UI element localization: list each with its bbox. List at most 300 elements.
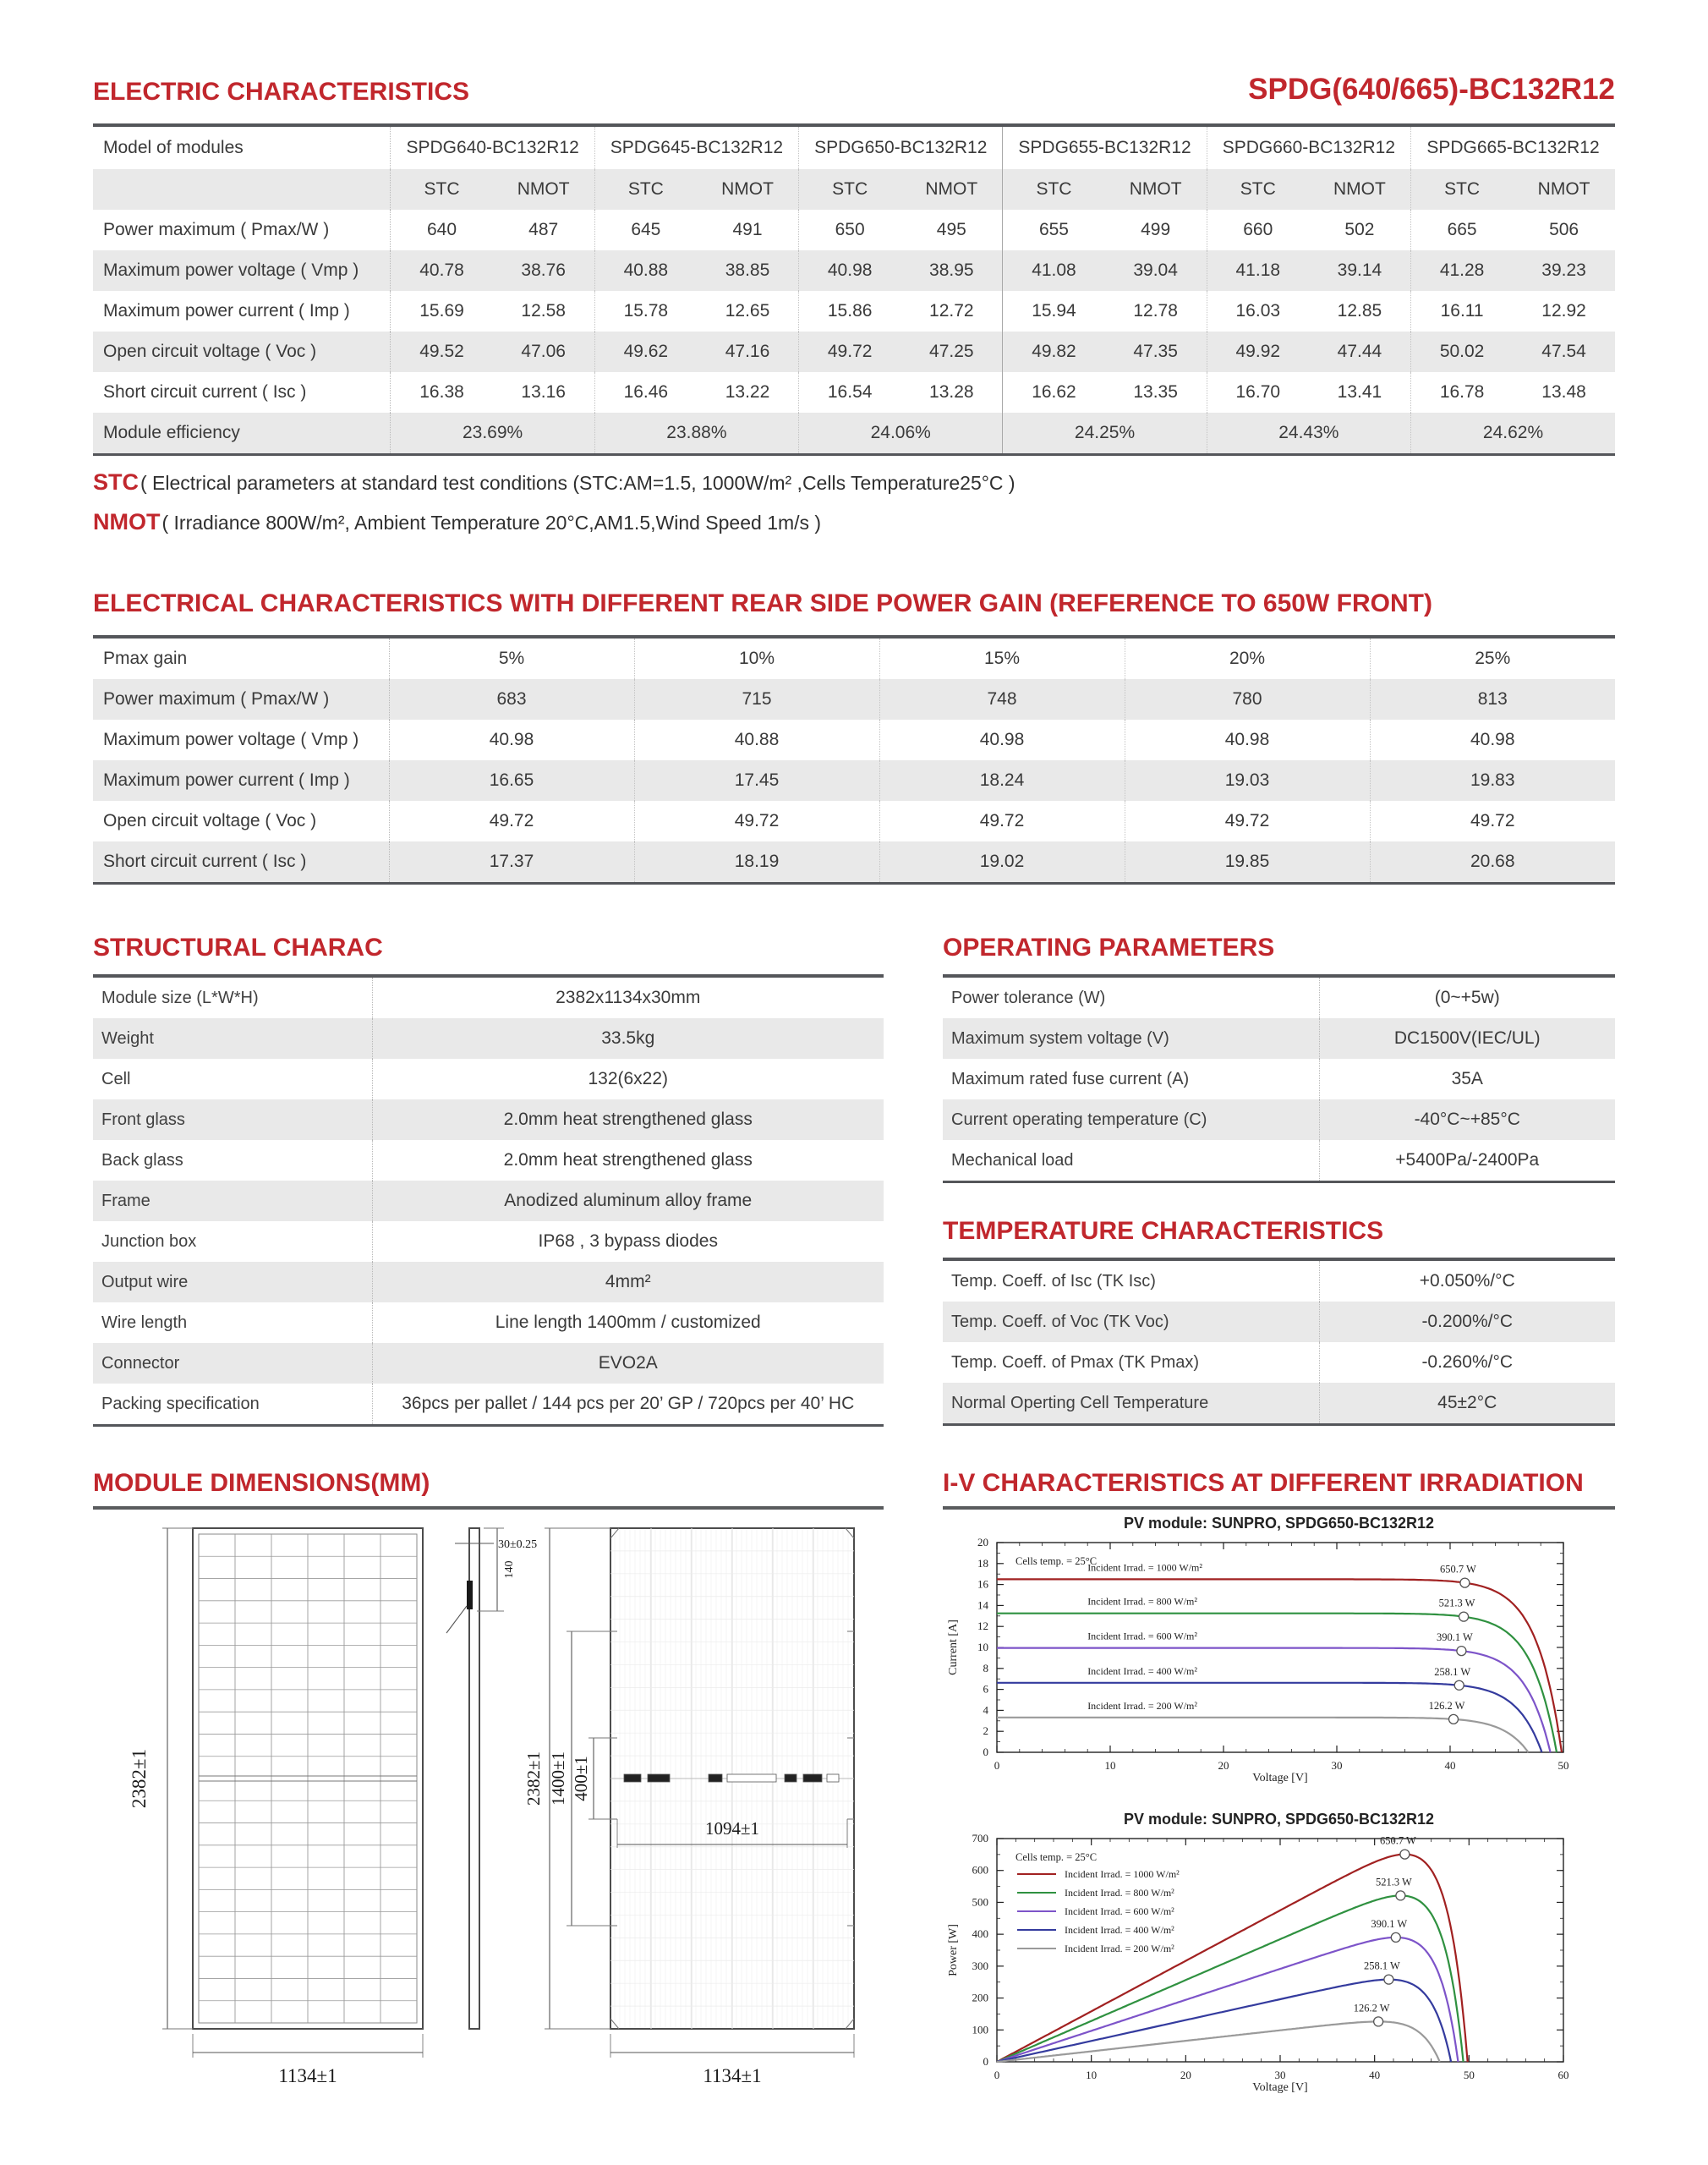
section-title-operating: OPERATING PARAMETERS bbox=[943, 934, 1275, 962]
spec-label: Temp. Coeff. of Pmax (TK Pmax) bbox=[943, 1342, 1319, 1383]
value-cell: 38.85 bbox=[725, 260, 770, 280]
series-line bbox=[997, 1648, 1551, 1752]
mpp-marker bbox=[1449, 1714, 1459, 1724]
value-cell: 15.78 bbox=[594, 291, 697, 332]
spec-row bbox=[93, 1262, 884, 1302]
svg-text:Incident Irrad. = 800 W/m²: Incident Irrad. = 800 W/m² bbox=[1065, 1887, 1174, 1899]
stc-term: STC bbox=[93, 469, 139, 495]
connector-mark bbox=[624, 1774, 641, 1782]
junction-boxes-and-connectors bbox=[624, 1774, 839, 1782]
spec-row bbox=[943, 1059, 1615, 1099]
svg-text:258.1 W: 258.1 W bbox=[1434, 1665, 1471, 1678]
value-cell: 19.02 bbox=[879, 841, 1125, 884]
spec-label: Temp. Coeff. of Voc (TK Voc) bbox=[943, 1302, 1319, 1342]
svg-text:Incident Irrad. = 200 W/m²: Incident Irrad. = 200 W/m² bbox=[1065, 1943, 1174, 1954]
spec-row bbox=[943, 1099, 1615, 1140]
spec-label: Wire length bbox=[93, 1302, 372, 1343]
value-cell: 41.18 bbox=[1207, 250, 1309, 291]
value-cell: 487 bbox=[528, 220, 559, 239]
svg-text:Cells temp. = 25°C: Cells temp. = 25°C bbox=[1015, 1851, 1098, 1863]
value-cell: 12.92 bbox=[1541, 301, 1586, 321]
value-cell: 655 bbox=[1003, 210, 1105, 250]
svg-text:126.2 W: 126.2 W bbox=[1353, 2002, 1390, 2014]
row-label: Short circuit current ( Isc ) bbox=[93, 372, 391, 413]
table-row bbox=[93, 679, 1615, 720]
svg-text:10: 10 bbox=[1086, 2069, 1098, 2081]
page-model-title: SPDG(640/665)-BC132R12 bbox=[1248, 73, 1615, 106]
spec-row bbox=[93, 1140, 884, 1181]
value-cell: 13.28 bbox=[929, 382, 974, 402]
spec-row bbox=[93, 1181, 884, 1221]
value-cell: 15.94 bbox=[1003, 291, 1105, 332]
value-cell: 47.25 bbox=[929, 342, 974, 361]
connector-mark bbox=[709, 1774, 722, 1782]
spec-value: EVO2A bbox=[598, 1353, 658, 1373]
dim-side-box: 140 bbox=[503, 1560, 516, 1579]
table-row bbox=[93, 332, 1615, 372]
value-cell: 49.72 bbox=[799, 332, 901, 372]
nmot-note bbox=[93, 506, 1615, 542]
spec-row bbox=[943, 1140, 1615, 1182]
value-cell: 650 bbox=[799, 210, 901, 250]
subheader-cell: STC bbox=[1003, 169, 1105, 210]
section-title-electric: ELECTRIC CHARACTERISTICS bbox=[93, 78, 470, 106]
value-cell: 20% bbox=[1125, 637, 1370, 679]
operating-parameters-table bbox=[943, 974, 1615, 1183]
svg-text:60: 60 bbox=[1557, 2069, 1569, 2081]
value-cell: 25% bbox=[1370, 637, 1615, 679]
value-cell: 47.35 bbox=[1133, 342, 1178, 361]
dim-rear-box-span: 1400±1 bbox=[548, 1751, 568, 1806]
svg-text:300: 300 bbox=[972, 1959, 988, 1972]
svg-text:30: 30 bbox=[1274, 2069, 1286, 2081]
row-label: Maximum power current ( Imp ) bbox=[93, 760, 389, 801]
value-cell: 16.65 bbox=[489, 770, 534, 790]
iv-curve-chart bbox=[943, 1534, 1585, 1788]
svg-text:0: 0 bbox=[983, 2055, 988, 2068]
value-cell: 665 bbox=[1411, 210, 1514, 250]
electric-model-row bbox=[93, 125, 1615, 169]
specs-row bbox=[93, 934, 1615, 1427]
spec-label: Mechanical load bbox=[943, 1140, 1319, 1182]
value-cell: 12.72 bbox=[929, 301, 974, 321]
spec-value: -0.260%/°C bbox=[1421, 1352, 1514, 1372]
structural-column bbox=[93, 934, 884, 1427]
svg-text:30: 30 bbox=[1331, 1759, 1343, 1772]
electric-subheader-row bbox=[93, 169, 1615, 210]
row-label: Open circuit voltage ( Voc ) bbox=[93, 801, 389, 841]
svg-text:Incident Irrad. = 800 W/m²: Incident Irrad. = 800 W/m² bbox=[1087, 1595, 1197, 1608]
svg-text:200: 200 bbox=[972, 1991, 988, 2004]
value-cell: 683 bbox=[496, 689, 527, 709]
value-cell: 39.23 bbox=[1541, 260, 1586, 280]
table-row bbox=[93, 637, 1615, 679]
value-cell: 16.03 bbox=[1207, 291, 1309, 332]
spec-value: -40°C~+85°C bbox=[1414, 1110, 1520, 1129]
spec-value: -0.200%/°C bbox=[1421, 1312, 1514, 1331]
value-cell: 506 bbox=[1549, 220, 1579, 239]
value-cell: 660 bbox=[1207, 210, 1309, 250]
value-cell: 49.82 bbox=[1003, 332, 1105, 372]
spec-value: 132(6x22) bbox=[588, 1069, 669, 1088]
value-cell: 49.72 bbox=[489, 811, 534, 830]
efficiency-cell: 24.43% bbox=[1207, 413, 1410, 455]
value-cell: 50.02 bbox=[1411, 332, 1514, 372]
section-title-temperature: TEMPERATURE CHARACTERISTICS bbox=[943, 1217, 1384, 1245]
value-cell: 813 bbox=[1370, 679, 1615, 720]
row-label: Module efficiency bbox=[93, 413, 391, 455]
model-name: SPDG640-BC132R12 bbox=[406, 138, 579, 157]
value-cell: 40.98 bbox=[879, 720, 1125, 760]
row-label: Open circuit voltage ( Voc ) bbox=[93, 332, 391, 372]
value-cell: 40.98 bbox=[489, 730, 534, 749]
value-cell: 10% bbox=[634, 637, 879, 679]
subheader-cell: STC bbox=[1411, 169, 1514, 210]
svg-text:Incident Irrad. = 1000 W/m²: Incident Irrad. = 1000 W/m² bbox=[1065, 1868, 1180, 1880]
value-cell: 19.85 bbox=[1125, 841, 1370, 884]
value-cell: 20.68 bbox=[1370, 841, 1615, 884]
svg-text:Power [W]: Power [W] bbox=[947, 1924, 960, 1976]
section-title-dimensions: MODULE DIMENSIONS(MM) bbox=[93, 1469, 430, 1497]
model-name: SPDG665-BC132R12 bbox=[1411, 125, 1615, 169]
mpp-marker bbox=[1460, 1578, 1470, 1587]
svg-text:14: 14 bbox=[977, 1598, 988, 1612]
value-cell: 13.22 bbox=[725, 382, 770, 402]
value-cell: 748 bbox=[879, 679, 1125, 720]
connector-mark bbox=[803, 1774, 822, 1782]
svg-text:Voltage [V]: Voltage [V] bbox=[1252, 2081, 1308, 2094]
nmot-text: ( Irradiance 800W/m², Ambient Temperature 20°C,AM1.5,Wind Speed 1m/s ) bbox=[161, 512, 822, 534]
model-name: SPDG650-BC132R12 bbox=[799, 125, 1003, 169]
spec-label: Output wire bbox=[93, 1262, 372, 1302]
svg-text:4: 4 bbox=[983, 1703, 988, 1717]
subheader-cell: STC bbox=[424, 179, 460, 199]
table-row bbox=[93, 291, 1615, 332]
value-cell: 16.70 bbox=[1207, 372, 1309, 413]
bottom-row bbox=[93, 1469, 1615, 2102]
svg-text:40: 40 bbox=[1444, 1759, 1456, 1772]
svg-text:650.7 W: 650.7 W bbox=[1379, 1834, 1416, 1847]
table-row bbox=[93, 250, 1615, 291]
spec-value: 36pcs per pallet / 144 pcs per 20’ GP / 720pcs per 40’ HC bbox=[402, 1394, 855, 1413]
model-name: SPDG645-BC132R12 bbox=[594, 125, 798, 169]
svg-text:521.3 W: 521.3 W bbox=[1438, 1597, 1475, 1609]
subheader-cell: NMOT bbox=[1333, 179, 1386, 199]
mpp-marker bbox=[1459, 1612, 1469, 1621]
value-cell: 49.72 bbox=[1125, 801, 1370, 841]
value-cell: 495 bbox=[936, 220, 966, 239]
svg-text:20: 20 bbox=[1218, 1759, 1229, 1772]
module-drawings bbox=[93, 1520, 884, 2099]
svg-text:521.3 W: 521.3 W bbox=[1375, 1876, 1412, 1888]
svg-text:Incident Irrad. = 600 W/m²: Incident Irrad. = 600 W/m² bbox=[1087, 1630, 1197, 1642]
value-cell: 12.58 bbox=[521, 301, 566, 321]
spec-value: 4mm² bbox=[605, 1272, 651, 1291]
spec-label: Maximum system voltage (V) bbox=[943, 1018, 1319, 1059]
svg-text:500: 500 bbox=[972, 1895, 988, 1909]
spec-value: +5400Pa/-2400Pa bbox=[1395, 1150, 1540, 1170]
value-cell: 40.88 bbox=[634, 720, 879, 760]
value-cell: 39.04 bbox=[1133, 260, 1178, 280]
value-cell: 41.08 bbox=[1003, 250, 1105, 291]
stc-note bbox=[93, 466, 1615, 502]
spec-value: 45±2°C bbox=[1437, 1393, 1497, 1412]
spec-row bbox=[93, 1221, 884, 1262]
mpp-marker bbox=[1391, 1932, 1400, 1942]
value-cell: 49.92 bbox=[1207, 332, 1309, 372]
svg-text:Voltage [V]: Voltage [V] bbox=[1252, 1772, 1308, 1784]
svg-text:20: 20 bbox=[977, 1536, 988, 1548]
rear-view-drawing bbox=[523, 1528, 854, 2086]
svg-text:258.1 W: 258.1 W bbox=[1364, 1959, 1400, 1972]
value-cell: 40.98 bbox=[1125, 720, 1370, 760]
value-cell: 40.78 bbox=[419, 260, 464, 280]
svg-text:50: 50 bbox=[1557, 1759, 1569, 1772]
table-row bbox=[93, 760, 1615, 801]
row-label: Short circuit current ( Isc ) bbox=[93, 841, 389, 884]
mpp-marker bbox=[1457, 1647, 1466, 1656]
svg-text:650.7 W: 650.7 W bbox=[1440, 1563, 1476, 1576]
junction-box-mark bbox=[467, 1581, 473, 1609]
value-cell: 12.85 bbox=[1337, 301, 1382, 321]
dimensions-column bbox=[93, 1469, 884, 2099]
value-cell: 38.76 bbox=[521, 260, 566, 280]
value-cell: 49.72 bbox=[879, 801, 1125, 841]
dim-front-height: 2382±1 bbox=[129, 1748, 150, 1809]
value-cell: 39.14 bbox=[1337, 260, 1382, 280]
spec-label: Maximum rated fuse current (A) bbox=[943, 1059, 1319, 1099]
svg-text:0: 0 bbox=[994, 2069, 1000, 2081]
value-cell: 18.19 bbox=[634, 841, 879, 884]
svg-text:Cells temp. = 25°C: Cells temp. = 25°C bbox=[1015, 1555, 1098, 1567]
value-cell: 40.98 bbox=[1370, 720, 1615, 760]
subheader-cell: STC bbox=[1207, 169, 1309, 210]
connector-mark bbox=[648, 1774, 670, 1782]
subheader-cell: NMOT bbox=[517, 179, 570, 199]
mpp-marker bbox=[1396, 1891, 1405, 1900]
table-row bbox=[93, 372, 1615, 413]
dim-rear-hole-span: 1094±1 bbox=[704, 1818, 760, 1839]
svg-text:16: 16 bbox=[977, 1577, 988, 1591]
svg-text:40: 40 bbox=[1369, 2069, 1381, 2081]
dim-side-thickness: 30±0.25 bbox=[498, 1538, 538, 1551]
svg-text:2: 2 bbox=[983, 1724, 988, 1738]
value-cell: 17.37 bbox=[489, 852, 534, 871]
mpp-marker bbox=[1384, 1975, 1393, 1984]
subheader-cell: STC bbox=[799, 169, 901, 210]
value-cell: 715 bbox=[634, 679, 879, 720]
spec-label: Packing specification bbox=[93, 1384, 372, 1426]
spec-value: 2.0mm heat strengthened glass bbox=[503, 1150, 753, 1170]
value-cell: 40.98 bbox=[799, 250, 901, 291]
iv-chart-title: PV module: SUNPRO, SPDG650-BC132R12 bbox=[1123, 1515, 1435, 1532]
iv-column bbox=[943, 1469, 1615, 2102]
value-cell: 49.62 bbox=[594, 332, 697, 372]
subheader-cell: NMOT bbox=[721, 179, 774, 199]
value-cell: 16.46 bbox=[594, 372, 697, 413]
dim-rear-width: 1134±1 bbox=[703, 2065, 762, 2086]
subheader-cell: STC bbox=[594, 169, 697, 210]
corner-label: Model of modules bbox=[93, 125, 391, 169]
spec-row bbox=[93, 1343, 884, 1384]
value-cell: 18.24 bbox=[879, 760, 1125, 801]
value-cell: 491 bbox=[732, 220, 763, 239]
value-cell: 13.48 bbox=[1541, 382, 1586, 402]
pv-chart-block bbox=[943, 1811, 1615, 2102]
structural-table bbox=[93, 974, 884, 1427]
corner-empty bbox=[93, 169, 391, 210]
spec-row bbox=[93, 1059, 884, 1099]
spec-value: 2382x1134x30mm bbox=[556, 988, 701, 1007]
mpp-marker bbox=[1454, 1680, 1464, 1690]
stc-text: ( Electrical parameters at standard test conditions (STC:AM=1.5, 1000W/m² ,Cells Temperature25°C ) bbox=[140, 472, 1015, 494]
dimensions-rule bbox=[93, 1506, 884, 1510]
spec-row bbox=[93, 1099, 884, 1140]
iv-rule bbox=[943, 1506, 1615, 1510]
mpp-marker bbox=[1374, 2017, 1383, 2026]
value-cell: 19.83 bbox=[1370, 760, 1615, 801]
row-label: Maximum power voltage ( Vmp ) bbox=[93, 720, 389, 760]
efficiency-cell: 24.06% bbox=[799, 413, 1003, 455]
svg-text:Incident Irrad. = 1000 W/m²: Incident Irrad. = 1000 W/m² bbox=[1087, 1561, 1202, 1574]
spec-row bbox=[943, 1302, 1615, 1342]
value-cell: 13.16 bbox=[521, 382, 566, 402]
spec-label: Temp. Coeff. of Isc (TK Isc) bbox=[943, 1259, 1319, 1302]
pv-chart-title: PV module: SUNPRO, SPDG650-BC132R12 bbox=[1123, 1811, 1435, 1828]
value-cell: 645 bbox=[594, 210, 697, 250]
spec-row bbox=[943, 1383, 1615, 1425]
svg-text:18: 18 bbox=[977, 1556, 988, 1570]
value-cell: 13.35 bbox=[1133, 382, 1178, 402]
spec-label: Normal Operting Cell Temperature bbox=[943, 1383, 1319, 1425]
svg-text:12: 12 bbox=[977, 1620, 988, 1633]
spec-row bbox=[943, 1018, 1615, 1059]
module-dimensions-drawing bbox=[93, 1520, 884, 2095]
spec-value: Line length 1400mm / customized bbox=[495, 1313, 761, 1332]
svg-text:390.1 W: 390.1 W bbox=[1371, 1917, 1408, 1930]
value-cell: 5% bbox=[498, 649, 525, 668]
spec-value: 35A bbox=[1451, 1069, 1483, 1088]
connector-mark bbox=[727, 1774, 776, 1782]
front-view-drawing bbox=[129, 1528, 423, 2086]
subheader-cell: NMOT bbox=[1537, 179, 1590, 199]
spec-value: IP68 , 3 bypass diodes bbox=[538, 1231, 718, 1251]
pv-curve-chart bbox=[943, 1830, 1585, 2097]
efficiency-cell: 23.69% bbox=[462, 423, 523, 442]
row-label: Pmax gain bbox=[93, 637, 389, 679]
spec-row bbox=[93, 976, 884, 1018]
table-row bbox=[93, 210, 1615, 250]
svg-text:Current [A]: Current [A] bbox=[947, 1620, 960, 1675]
value-cell: 47.06 bbox=[521, 342, 566, 361]
svg-text:10: 10 bbox=[977, 1641, 988, 1653]
svg-text:0: 0 bbox=[983, 1746, 988, 1758]
value-cell: 16.54 bbox=[799, 372, 901, 413]
svg-text:Incident Irrad. = 200 W/m²: Incident Irrad. = 200 W/m² bbox=[1087, 1699, 1197, 1712]
value-cell: 16.11 bbox=[1411, 291, 1514, 332]
spec-label: Frame bbox=[93, 1181, 372, 1221]
row-label: Power maximum ( Pmax/W ) bbox=[93, 210, 391, 250]
svg-text:700: 700 bbox=[972, 1832, 988, 1844]
value-cell: 499 bbox=[1141, 220, 1171, 239]
svg-text:600: 600 bbox=[972, 1863, 988, 1877]
spec-value: DC1500V(IEC/UL) bbox=[1393, 1028, 1541, 1048]
value-cell: 40.88 bbox=[594, 250, 697, 291]
spec-label: Back glass bbox=[93, 1140, 372, 1181]
value-cell: 49.72 bbox=[634, 801, 879, 841]
electric-characteristics-table bbox=[93, 123, 1615, 456]
table-row bbox=[93, 720, 1615, 760]
spec-row bbox=[93, 1018, 884, 1059]
connector-mark bbox=[785, 1774, 797, 1782]
value-cell: 12.78 bbox=[1133, 301, 1178, 321]
test-condition-notes bbox=[93, 466, 1615, 542]
spec-label: Current operating temperature (C) bbox=[943, 1099, 1319, 1140]
efficiency-cell: 23.88% bbox=[594, 413, 798, 455]
svg-text:Incident Irrad. = 400 W/m²: Incident Irrad. = 400 W/m² bbox=[1065, 1924, 1174, 1936]
dim-rear-height: 2382±1 bbox=[523, 1751, 544, 1806]
section-title-rear-gain: ELECTRICAL CHARACTERISTICS WITH DIFFERENT REAR SIDE POWER GAIN (REFERENCE TO 650W FRONT) bbox=[93, 589, 1432, 617]
spec-value: 33.5kg bbox=[601, 1028, 655, 1048]
value-cell: 13.41 bbox=[1337, 382, 1382, 402]
dim-front-width: 1134±1 bbox=[278, 2065, 337, 2086]
series-line bbox=[997, 1718, 1529, 1752]
spec-label: Cell bbox=[93, 1059, 372, 1099]
temperature-characteristics-table bbox=[943, 1258, 1615, 1426]
value-cell: 15.86 bbox=[799, 291, 901, 332]
series-line bbox=[997, 1579, 1562, 1752]
svg-text:50: 50 bbox=[1463, 2069, 1475, 2081]
value-cell: 16.38 bbox=[419, 382, 464, 402]
efficiency-row bbox=[93, 413, 1615, 455]
spec-row bbox=[943, 976, 1615, 1018]
spec-label: Power tolerance (W) bbox=[943, 976, 1319, 1018]
efficiency-cell: 24.25% bbox=[1003, 413, 1207, 455]
value-cell: 640 bbox=[427, 220, 457, 239]
row-label: Maximum power voltage ( Vmp ) bbox=[93, 250, 391, 291]
value-cell: 16.62 bbox=[1003, 372, 1105, 413]
spec-row bbox=[93, 1384, 884, 1426]
svg-text:6: 6 bbox=[983, 1682, 988, 1696]
value-cell: 19.03 bbox=[1125, 760, 1370, 801]
series-line bbox=[997, 1938, 1459, 2062]
value-cell: 15.69 bbox=[419, 301, 464, 321]
value-cell: 47.44 bbox=[1337, 342, 1382, 361]
efficiency-cell: 24.62% bbox=[1411, 413, 1615, 455]
spec-label: Module size (L*W*H) bbox=[93, 976, 372, 1018]
spec-value: +0.050%/°C bbox=[1419, 1271, 1515, 1291]
spec-row bbox=[943, 1259, 1615, 1302]
page-header bbox=[93, 73, 1615, 107]
value-cell: 41.28 bbox=[1411, 250, 1514, 291]
value-cell: 15% bbox=[879, 637, 1125, 679]
mpp-marker bbox=[1400, 1850, 1410, 1859]
svg-text:Incident Irrad. = 400 W/m²: Incident Irrad. = 400 W/m² bbox=[1087, 1664, 1197, 1677]
value-cell: 17.45 bbox=[634, 760, 879, 801]
table-row bbox=[93, 801, 1615, 841]
row-label: Maximum power current ( Imp ) bbox=[93, 291, 391, 332]
spec-value: 2.0mm heat strengthened glass bbox=[503, 1110, 753, 1129]
spec-value: (0~+5w) bbox=[1434, 988, 1500, 1007]
value-cell: 49.52 bbox=[419, 342, 464, 361]
svg-text:20: 20 bbox=[1180, 2069, 1191, 2081]
svg-text:8: 8 bbox=[983, 1661, 988, 1674]
spec-label: Weight bbox=[93, 1018, 372, 1059]
spec-row bbox=[93, 1302, 884, 1343]
svg-text:390.1 W: 390.1 W bbox=[1436, 1631, 1473, 1644]
svg-text:400: 400 bbox=[972, 1927, 988, 1941]
nmot-term: NMOT bbox=[93, 509, 161, 534]
